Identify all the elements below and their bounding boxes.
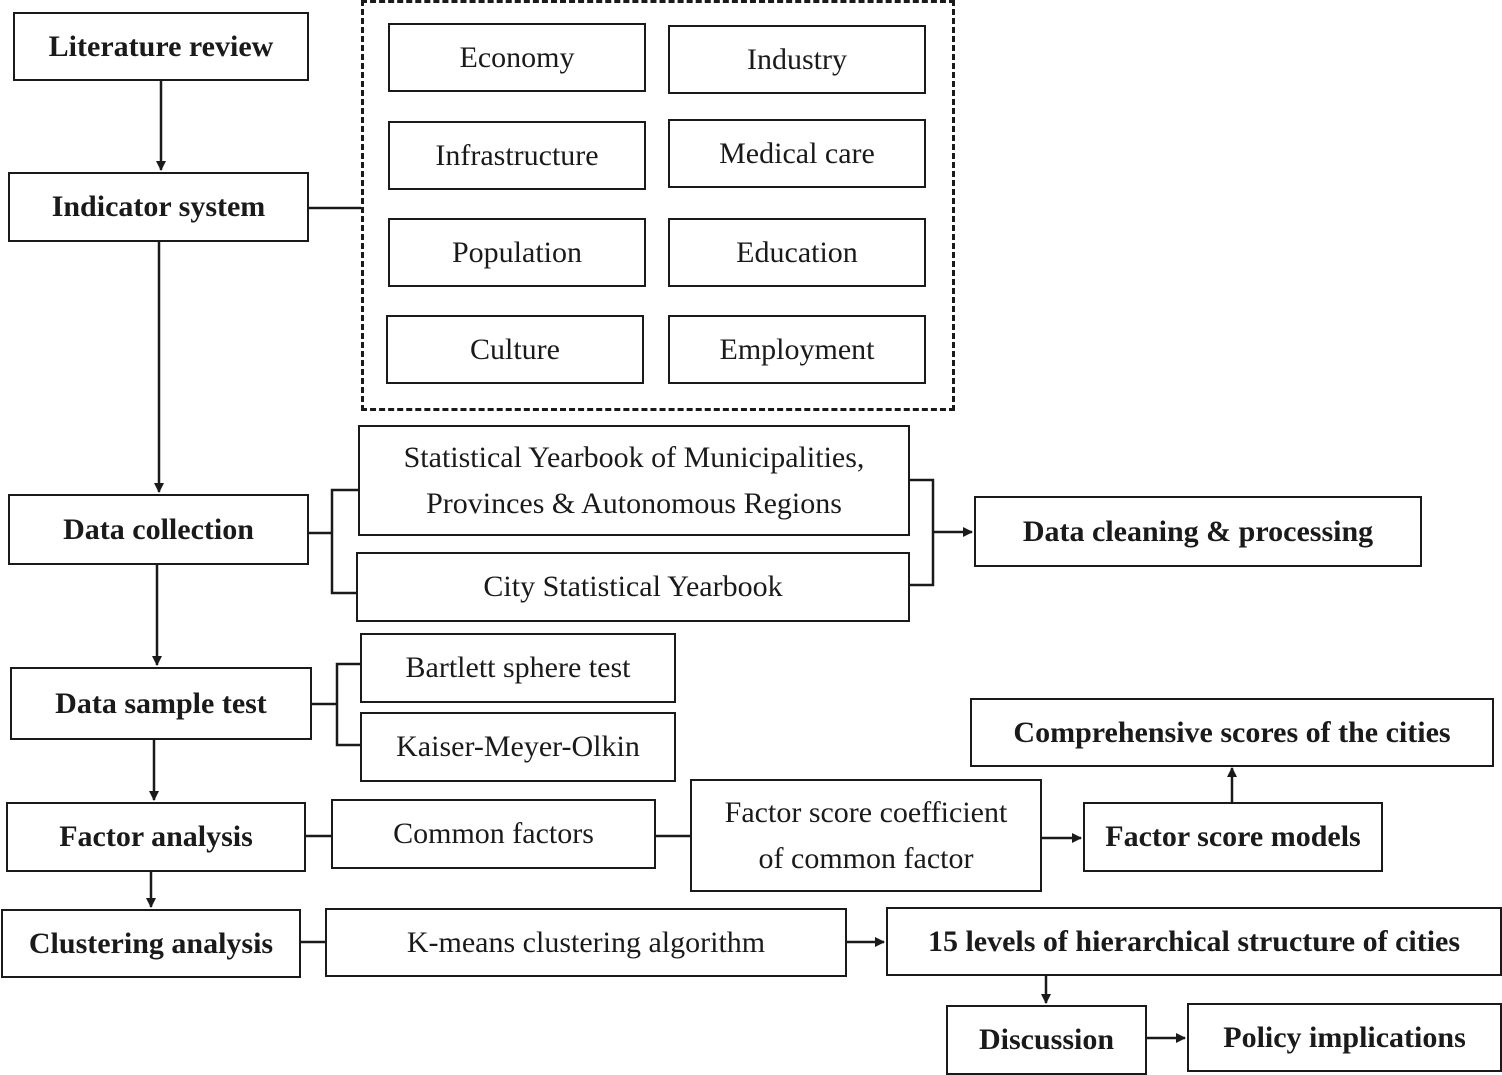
clustering-analysis-box <box>1 909 301 978</box>
policy-implications-box <box>1187 1003 1502 1072</box>
factor-analysis-box <box>6 802 306 872</box>
bracket-sources-left <box>332 490 358 593</box>
indicator-population-label: Population <box>451 235 582 269</box>
indicator-system-box <box>8 172 309 242</box>
indicator-population-box <box>388 218 646 287</box>
literature-review-label: Literature review <box>48 29 274 63</box>
indicator-education-label: Education <box>736 235 858 269</box>
hierarchy-levels-label: 15 levels of hierarchical structure of cities <box>927 924 1461 958</box>
bartlett-test-box <box>360 633 676 703</box>
bartlett-test-label: Bartlett sphere test <box>405 651 631 684</box>
provincial-yearbook-line1: Statistical Yearbook of Municipalities, <box>403 440 865 474</box>
factor-coefficient-line2: of common factor <box>758 841 974 875</box>
indicator-economy-label: Economy <box>459 40 575 74</box>
indicator-medical-care-label: Medical care <box>719 136 875 170</box>
indicator-industry-label: Industry <box>747 42 847 76</box>
comprehensive-scores-box <box>970 698 1494 767</box>
indicator-education-box <box>668 218 926 287</box>
kmo-test-box <box>360 712 676 782</box>
indicator-infrastructure-label: Infrastructure <box>435 138 599 172</box>
data-collection-label: Data collection <box>63 512 254 546</box>
discussion-label: Discussion <box>978 1023 1115 1056</box>
comprehensive-scores-label: Comprehensive scores of the cities <box>1013 715 1451 749</box>
data-sample-test-box <box>10 667 312 740</box>
indicator-culture-box <box>386 315 644 384</box>
kmeans-box <box>325 908 847 977</box>
literature-review-box <box>13 12 309 81</box>
indicator-medical-care-box <box>668 119 926 188</box>
hierarchy-levels-box <box>886 907 1502 976</box>
kmeans-label: K-means clustering algorithm <box>406 925 766 959</box>
provincial-yearbook-line2: Provinces & Autonomous Regions <box>426 486 842 520</box>
clustering-analysis-label: Clustering analysis <box>28 926 274 960</box>
indicator-industry-box <box>668 25 926 94</box>
city-yearbook-box <box>356 552 910 622</box>
indicator-employment-box <box>668 315 926 384</box>
city-yearbook-label: City Statistical Yearbook <box>483 570 783 603</box>
data-sample-test-label: Data sample test <box>55 686 267 720</box>
factor-score-models-box <box>1083 802 1383 872</box>
common-factors-box <box>331 799 656 869</box>
provincial-yearbook-box <box>358 425 910 536</box>
data-cleaning-box <box>974 496 1422 567</box>
kmo-test-label: Kaiser-Meyer-Olkin <box>396 730 640 763</box>
indicator-employment-label: Employment <box>719 332 875 366</box>
bracket-sources-right <box>910 480 933 585</box>
common-factors-label: Common factors <box>393 817 594 850</box>
indicator-infrastructure-box <box>388 121 646 190</box>
bracket-tests <box>337 664 360 745</box>
data-collection-box <box>8 494 309 565</box>
factor-coefficient-box <box>690 779 1042 892</box>
data-cleaning-label: Data cleaning & processing <box>1022 514 1374 548</box>
factor-analysis-label: Factor analysis <box>59 820 253 853</box>
indicator-culture-label: Culture <box>470 332 560 366</box>
discussion-box <box>946 1005 1147 1075</box>
indicator-system-label: Indicator system <box>51 190 266 223</box>
indicator-economy-box <box>388 23 646 92</box>
policy-implications-label: Policy implications <box>1223 1020 1466 1054</box>
factor-coefficient-line1: Factor score coefficient <box>724 795 1008 829</box>
factor-score-models-label: Factor score models <box>1105 820 1361 853</box>
